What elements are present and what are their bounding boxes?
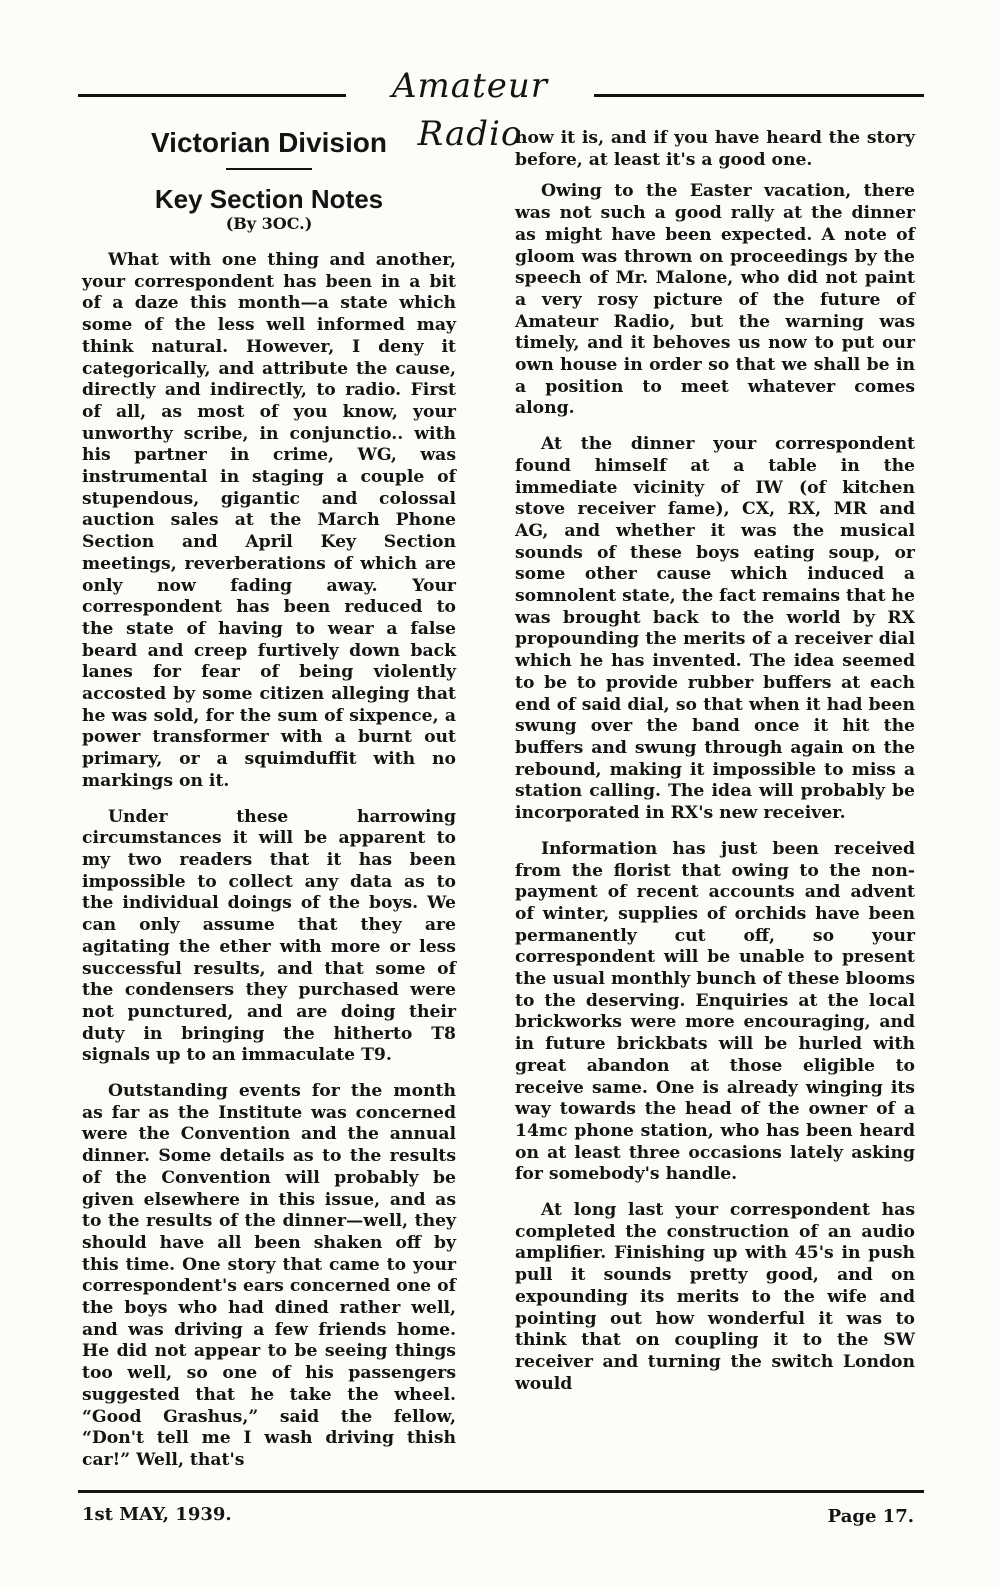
division-heading: Victorian Division [151, 127, 387, 158]
section-title: Key Section Notes [154, 184, 384, 214]
paragraph-continuation: how it is, and if you have heard the story before, at least it's a good one. [515, 128, 915, 170]
right-column [515, 128, 915, 1409]
paragraph: At the dinner your correspondent found himself at a table in the immediate vicinity of IW (of kitchen stove receiver fame), CX, RX, MR and AG, and whether it was the musical sounds of these boys eating soup, or some other cause which induced a somnolent state, the fact remains that he was brought back to the world by RX propounding the merits of a receiver dial which he has invented. The idea seemed to be to provide rubber buffers at each end of said dial, so that when it had been swung over the band once it hit the buffers and swung through again on the rebound, making it impossible to miss a station calling. The idea will probably be incorporated in RX's new receiver. [515, 434, 915, 824]
masthead-logo: Amateur Radio [392, 66, 548, 154]
footer-rule [78, 1490, 924, 1493]
paragraph: Information has just been received from the florist that owing to the non-payment of recent accounts and advent of winter, supplies of orchids have been permanently cut off, so your correspondent will be unable to present the usual monthly bunch of these blooms to the deserving. Enquiries at the local brickworks were more encouraging, and in future brickbats will be hurled with great abandon at those eligible to receive same. One is already winging its way towards the head of the owner of a 14mc phone station, who has been heard on at least three occasions lately asking for somebody's handle. [515, 838, 915, 1185]
masthead-rule-right [594, 94, 924, 97]
paragraph: Owing to the Easter vacation, there was not such a good rally at the dinner as might have been expected. A note of gloom was thrown on proceedings by the speech of Mr. Malone, who did not paint a very rosy picture of the future of Amateur Radio, but the warning was timely, and it behoves us now to put our own house in order so that we shall be in a position to meet whatever comes along. [515, 181, 915, 419]
page-number: Page 17. [827, 1506, 914, 1527]
issue-date: 1st MAY, 1939. [82, 1504, 232, 1525]
paragraph: Under these harrowing circumstances it will be apparent to my two readers that it has been impossible to collect any data as to the individual doings of the boys. We can only assume that they are agitating the ether with more or less successful results, and that some of the condensers they purchased were not punctured, and are doing their duty in bringing the hitherto T8 signals up to an immaculate T9. [82, 806, 456, 1066]
byline: (By 3OC.) [225, 214, 313, 233]
left-column [82, 126, 456, 1486]
paragraph: Outstanding events for the month as far as the Institute was concerned were the Convention and the annual dinner. Some details as to the results of the Convention will probably be given elsewhere in this issue, and as to the results of the dinner—well, they should have all been shaken off by this time. One story that came to your correspondent's ears concerned one of the boys who had dined rather well, and was driving a few friends home. He did not appear to be seeing things too well, so one of his passengers suggested that he take the wheel. “Good Grashus,” said the fellow, “Don't tell me I wash driving thish car!” Well, that's [82, 1081, 456, 1470]
heading-divider [226, 168, 312, 170]
paragraph: What with one thing and another, your correspondent has been in a bit of a daze this month—a state which some of the less well informed may think natural. However, I deny it categorically, and attribute the cause, directly and indirectly, to radio. First of all, as most of you know, your unworthy scribe, in conjunctio.. with his partner in crime, WG, was instrumental in staging a couple of stupendous, gigantic and colossal auction sales at the March Phone Section and April Key Section meetings, reverberations of which are only now fading away. Your correspondent has been reduced to the state of having to wear a false beard and creep furtively down back lanes for fear of being violently accosted by some citizen alleging that he was sold, for the sum of sixpence, a power transformer with a burnt out primary, or a squimduffit with no markings on it. [82, 250, 456, 791]
masthead-rule-left [78, 94, 346, 97]
paragraph: At long last your correspondent has completed the construction of an audio amplifier. Finishing up with 45's in push pull it sounds pretty good, and on expounding its merits to the wife and pointing out how wonderful it was to think that on coupling it to the SW receiver and turning the switch London would [515, 1200, 915, 1394]
